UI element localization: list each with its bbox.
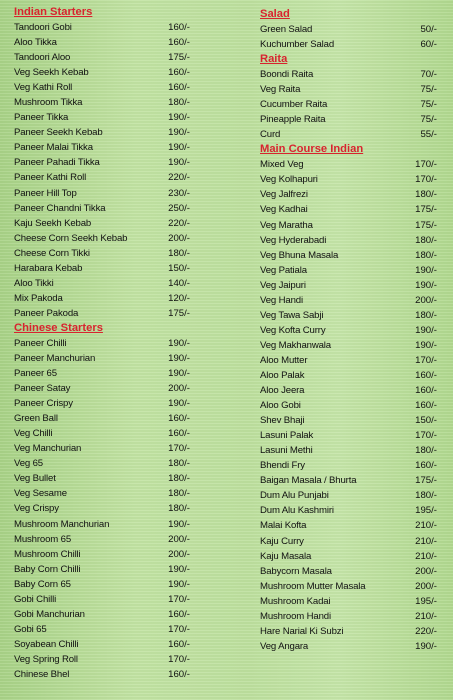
menu-item: [254, 172, 447, 187]
menu-item: [254, 82, 447, 97]
menu-item-name: Tandoori Aloo: [14, 52, 71, 64]
menu-item: [8, 276, 240, 291]
menu-item-name: Paneer Pakoda: [14, 307, 79, 319]
menu-item-price: 190/-: [415, 264, 437, 276]
menu-item-price: 160/-: [415, 460, 437, 472]
menu-item: [8, 306, 240, 321]
menu-item: [8, 50, 240, 65]
menu-item-name: Veg Spring Roll: [14, 653, 78, 665]
menu-item: [8, 261, 240, 276]
menu-item: [8, 351, 240, 366]
menu-item: [8, 592, 240, 607]
menu-item: [254, 594, 447, 609]
menu-column-right: [254, 7, 447, 654]
menu-item: [8, 80, 240, 95]
menu-item-price: 180/-: [168, 247, 190, 259]
menu-item-price: 200/-: [168, 383, 190, 395]
menu-item-price: 175/-: [415, 219, 437, 231]
menu-item: [8, 65, 240, 80]
menu-item-name: Kaju Seekh Kebab: [14, 217, 92, 229]
menu-item-name: Veg Chilli: [14, 428, 53, 440]
section-heading: Salad: [260, 8, 290, 20]
menu-item-name: Curd: [260, 129, 281, 141]
menu-item-name: Veg 65: [14, 458, 43, 470]
menu-item-price: 170/-: [168, 653, 190, 665]
menu-item-price: 190/-: [168, 518, 190, 530]
menu-item-name: Veg Seekh Kebab: [14, 67, 89, 79]
menu-item-name: Veg Handi: [260, 294, 303, 306]
menu-item: [254, 443, 447, 458]
menu-item-price: 180/-: [415, 189, 437, 201]
menu-item-price: 160/-: [168, 22, 190, 33]
menu-item-price: 160/-: [168, 82, 190, 94]
menu-item-name: Aloo Tikki: [14, 277, 54, 289]
menu-item-price: 160/-: [168, 413, 190, 425]
menu-item: [254, 534, 447, 549]
menu-item: [254, 564, 447, 579]
menu-item: [8, 411, 240, 426]
menu-item-name: Veg Tawa Sabji: [260, 309, 324, 321]
menu-item: [8, 637, 240, 652]
menu-item: [254, 458, 447, 473]
menu-item-name: Aloo Jeera: [260, 385, 305, 397]
menu-item: [254, 579, 447, 594]
menu-item-name: Veg Patiala: [260, 264, 307, 276]
menu-item: [254, 37, 447, 52]
menu-item-name: Dum Alu Punjabi: [260, 490, 329, 502]
menu-item: [8, 652, 240, 667]
menu-item-name: Chinese Bhel: [14, 668, 70, 680]
menu-item: [8, 170, 240, 185]
menu-item: [254, 338, 447, 353]
menu-item-name: Veg Maratha: [260, 219, 313, 231]
menu-item-price: 60/-: [420, 39, 437, 51]
menu-item-name: Malai Kofta: [260, 520, 307, 532]
menu-item-name: Lasuni Methi: [260, 445, 313, 457]
menu-item: [8, 35, 240, 50]
menu-item-price: 175/-: [168, 307, 190, 319]
menu-item-name: Mushroom Handi: [260, 610, 331, 622]
menu-item-name: Harabara Kebab: [14, 262, 83, 274]
menu-item: [254, 413, 447, 428]
menu-item-price: 230/-: [168, 187, 190, 199]
menu-item: [8, 381, 240, 396]
menu-item-name: Paneer Kathi Roll: [14, 172, 87, 184]
menu-item-name: Paneer Seekh Kebab: [14, 127, 103, 139]
menu-item-price: 180/-: [415, 445, 437, 457]
menu-item-name: Mushroom 65: [14, 533, 72, 545]
menu-section-raita: [254, 52, 447, 142]
menu-item-name: Gobi 65: [14, 623, 47, 635]
menu-item: [8, 366, 240, 381]
menu-item-price: 190/-: [415, 279, 437, 291]
menu-item: [254, 503, 447, 518]
menu-item-price: 210/-: [415, 520, 437, 532]
menu-item-price: 190/-: [168, 127, 190, 139]
menu-item: [254, 609, 447, 624]
menu-item-price: 160/-: [168, 37, 190, 49]
menu-item: [8, 547, 240, 562]
menu-item-price: 200/-: [168, 533, 190, 545]
menu-item-price: 170/-: [415, 159, 437, 171]
menu-item-name: Green Ball: [14, 413, 58, 425]
menu-item: [8, 291, 240, 306]
menu-item-price: 195/-: [415, 595, 437, 607]
menu-item-price: 170/-: [415, 354, 437, 366]
menu-item: [8, 607, 240, 622]
menu-item: [254, 549, 447, 564]
menu-item: [8, 532, 240, 547]
menu-item-name: Cucumber Raita: [260, 99, 328, 111]
menu-item: [254, 398, 447, 413]
menu-item-price: 160/-: [168, 67, 190, 79]
menu-item-name: Veg Manchurian: [14, 443, 82, 455]
menu-item: [8, 562, 240, 577]
menu-item-price: 160/-: [415, 369, 437, 381]
menu-item-price: 180/-: [168, 473, 190, 485]
menu-item: [254, 157, 447, 172]
menu-item: [8, 517, 240, 532]
menu-item-name: Baby Corn 65: [14, 578, 71, 590]
menu-item-price: 160/-: [168, 428, 190, 440]
menu-item-price: 180/-: [415, 249, 437, 261]
menu-item-price: 170/-: [168, 593, 190, 605]
menu-section-indian-starters: [8, 5, 240, 321]
menu-item: [8, 336, 240, 351]
menu-section-salad: [254, 7, 447, 52]
menu-item-price: 150/-: [415, 415, 437, 427]
menu-item: [8, 396, 240, 411]
menu-item-price: 190/-: [168, 112, 190, 124]
menu-item-name: Veg Sesame: [14, 488, 67, 500]
menu-item-name: Paneer Chilli: [14, 337, 67, 349]
menu-item-name: Lasuni Palak: [260, 430, 314, 442]
menu-item: [8, 246, 240, 261]
menu-item: [254, 248, 447, 263]
menu-item-price: 50/-: [420, 24, 437, 35]
menu-item-name: Mushroom Kadai: [260, 595, 331, 607]
menu-item-name: Hare Narial Ki Subzi: [260, 625, 344, 637]
menu-item-name: Shev Bhaji: [260, 415, 305, 427]
menu-item-name: Mix Pakoda: [14, 292, 63, 304]
menu-item-price: 170/-: [415, 174, 437, 186]
menu-item: [254, 383, 447, 398]
menu-item-price: 220/-: [415, 625, 437, 637]
menu-item-name: Paneer Manchurian: [14, 352, 96, 364]
menu-item: [8, 456, 240, 471]
menu-item: [8, 155, 240, 170]
menu-item: [254, 97, 447, 112]
menu-item-price: 180/-: [415, 309, 437, 321]
menu-item: [8, 622, 240, 637]
menu-item-price: 200/-: [168, 548, 190, 560]
menu-item-price: 170/-: [415, 430, 437, 442]
menu-item-name: Babycorn Masala: [260, 565, 332, 577]
menu-item-name: Veg Raita: [260, 84, 301, 96]
menu-item-name: Aloo Mutter: [260, 354, 308, 366]
menu-item-name: Veg Bhuna Masala: [260, 249, 339, 261]
menu-item-name: Paneer Hill Top: [14, 187, 77, 199]
menu-item-name: Pineapple Raita: [260, 114, 326, 126]
menu-item-price: 140/-: [168, 277, 190, 289]
menu-item-name: Kaju Curry: [260, 535, 304, 547]
menu-item-name: Baigan Masala / Bhurta: [260, 475, 357, 487]
menu-item-name: Mushroom Manchurian: [14, 518, 110, 530]
menu-item-name: Gobi Manchurian: [14, 608, 85, 620]
menu-item-name: Gobi Chilli: [14, 593, 57, 605]
menu-item-name: Veg Kadhai: [260, 204, 308, 216]
menu-item-name: Kuchumber Salad: [260, 39, 335, 51]
menu-item-price: 175/-: [415, 475, 437, 487]
menu-item-price: 190/-: [168, 368, 190, 380]
menu-item: [254, 233, 447, 248]
menu-item-price: 190/-: [415, 640, 437, 652]
menu-item-name: Paneer Malai Tikka: [14, 142, 93, 154]
menu-item-price: 200/-: [168, 232, 190, 244]
menu-item-price: 190/-: [415, 339, 437, 351]
menu-item-name: Veg Angara: [260, 640, 309, 652]
menu-item-price: 190/-: [168, 352, 190, 364]
menu-item: [8, 426, 240, 441]
menu-item-price: 75/-: [420, 99, 437, 111]
menu-item: [254, 639, 447, 654]
menu-item-name: Paneer 65: [14, 368, 57, 380]
menu-item: [254, 263, 447, 278]
menu-item-price: 190/-: [415, 324, 437, 336]
menu-item-name: Cheese Corn Tikki: [14, 247, 90, 259]
menu-item: [254, 353, 447, 368]
menu-section-chinese-starters: [8, 321, 240, 682]
menu-item-price: 250/-: [168, 202, 190, 214]
menu-item-price: 220/-: [168, 172, 190, 184]
menu-item: [8, 577, 240, 592]
menu-item-name: Bhendi Fry: [260, 460, 305, 472]
menu-item: [254, 218, 447, 233]
menu-item: [254, 22, 447, 37]
menu-item-price: 220/-: [168, 217, 190, 229]
menu-item-price: 195/-: [415, 505, 437, 517]
menu-item-name: Paneer Crispy: [14, 398, 73, 410]
menu-item-name: Aloo Tikka: [14, 37, 57, 49]
menu-item: [254, 518, 447, 533]
menu-item-price: 200/-: [415, 294, 437, 306]
menu-item: [8, 95, 240, 110]
menu-item: [254, 187, 447, 202]
menu-item-price: 160/-: [168, 608, 190, 620]
menu-item-name: Veg Hyderabadi: [260, 234, 327, 246]
menu-item: [254, 202, 447, 217]
menu-item-price: 210/-: [415, 550, 437, 562]
menu-item-name: Paneer Pahadi Tikka: [14, 157, 100, 169]
menu-item-name: Green Salad: [260, 24, 313, 35]
menu-item-price: 180/-: [168, 488, 190, 500]
menu-item-price: 175/-: [415, 204, 437, 216]
menu-item-price: 75/-: [420, 84, 437, 96]
menu-item: [8, 125, 240, 140]
menu-item-name: Tandoori Gobi: [14, 22, 72, 33]
menu-item-price: 190/-: [168, 142, 190, 154]
menu-item-price: 160/-: [168, 668, 190, 680]
menu-item-name: Cheese Corn Seekh Kebab: [14, 232, 128, 244]
menu-item-name: Veg Kathi Roll: [14, 82, 73, 94]
menu-item-name: Mushroom Tikka: [14, 97, 83, 109]
menu-item: [254, 67, 447, 82]
menu-item-name: Aloo Gobi: [260, 400, 301, 412]
menu-item: [254, 293, 447, 308]
menu-item: [254, 368, 447, 383]
menu-item: [8, 471, 240, 486]
menu-item-name: Veg Jaipuri: [260, 279, 306, 291]
menu-item: [254, 473, 447, 488]
menu-item: [254, 308, 447, 323]
menu-item-name: Boondi Raita: [260, 69, 314, 81]
menu-item-name: Aloo Palak: [260, 369, 305, 381]
menu-item-name: Veg Jalfrezi: [260, 189, 308, 201]
menu-item: [254, 624, 447, 639]
menu-item-price: 120/-: [168, 292, 190, 304]
menu-item-price: 200/-: [415, 580, 437, 592]
menu-item-name: Mixed Veg: [260, 159, 304, 171]
menu-item-name: Baby Corn Chilli: [14, 563, 81, 575]
menu-item: [254, 488, 447, 503]
menu-item-name: Veg Bullet: [14, 473, 56, 485]
menu-item-price: 180/-: [168, 458, 190, 470]
menu-item: [8, 501, 240, 516]
menu-item-price: 180/-: [415, 234, 437, 246]
menu-item: [8, 231, 240, 246]
menu-item: [8, 20, 240, 35]
menu-item-name: Paneer Chandni Tikka: [14, 202, 106, 214]
menu-item: [8, 140, 240, 155]
section-heading: Indian Starters: [14, 6, 93, 18]
menu-item-name: Paneer Satay: [14, 383, 71, 395]
menu-item-name: Veg Kolhapuri: [260, 174, 318, 186]
menu-item: [254, 323, 447, 338]
menu-item-price: 190/-: [168, 157, 190, 169]
menu-item: [254, 278, 447, 293]
menu-item: [8, 216, 240, 231]
menu-item-price: 150/-: [168, 262, 190, 274]
menu-item-price: 200/-: [415, 565, 437, 577]
menu-item: [8, 110, 240, 125]
menu-item-price: 190/-: [168, 563, 190, 575]
menu-item-price: 160/-: [415, 385, 437, 397]
menu-item-price: 170/-: [168, 443, 190, 455]
menu-item: [8, 201, 240, 216]
menu-item: [254, 112, 447, 127]
menu-item-price: 180/-: [168, 503, 190, 515]
menu-item-name: Mushroom Mutter Masala: [260, 580, 366, 592]
menu-item-price: 190/-: [168, 337, 190, 349]
menu-item-price: 180/-: [168, 97, 190, 109]
menu-item-name: Soyabean Chilli: [14, 638, 79, 650]
section-heading: Chinese Starters: [14, 321, 103, 334]
menu-item-price: 55/-: [420, 129, 437, 141]
section-heading: Raita: [260, 53, 288, 66]
menu-item-price: 160/-: [168, 638, 190, 650]
menu-item-price: 190/-: [168, 578, 190, 590]
menu-item-price: 75/-: [420, 114, 437, 126]
menu-item-name: Veg Crispy: [14, 503, 59, 515]
menu-item-price: 160/-: [415, 400, 437, 412]
menu-item: [8, 486, 240, 501]
menu-item: [254, 127, 447, 142]
menu-item-name: Mushroom Chilli: [14, 548, 81, 560]
menu-item-name: Paneer Tikka: [14, 112, 69, 124]
menu-item-price: 70/-: [420, 69, 437, 81]
menu-item: [254, 428, 447, 443]
menu-item-price: 190/-: [168, 398, 190, 410]
menu-item: [8, 186, 240, 201]
section-heading: Main Course Indian: [260, 143, 364, 156]
menu-item: [8, 667, 240, 682]
menu-item-price: 210/-: [415, 610, 437, 622]
menu-item-name: Kaju Masala: [260, 550, 312, 562]
menu-column-left: [8, 5, 240, 682]
menu-item-price: 170/-: [168, 623, 190, 635]
menu-item-price: 180/-: [415, 490, 437, 502]
menu-item-name: Dum Alu Kashmiri: [260, 505, 334, 517]
menu-item-price: 175/-: [168, 52, 190, 64]
menu-item: [8, 441, 240, 456]
menu-item-name: Veg Makhanwala: [260, 339, 331, 351]
menu-section-main-course-indian: [254, 142, 447, 654]
menu-item-name: Veg Kofta Curry: [260, 324, 326, 336]
menu-item-price: 210/-: [415, 535, 437, 547]
